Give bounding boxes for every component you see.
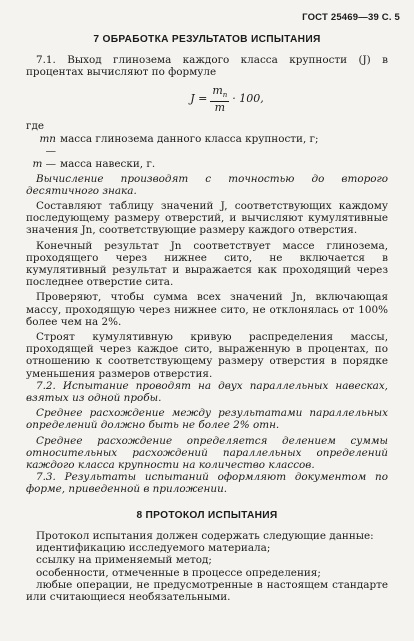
protocol-line-5: любые операции, не предусмотренные в настоящем стандарте или считающиеся необязательными. [26, 578, 388, 603]
protocol-line-1: Протокол испытания должен содержать следующие данные: [36, 529, 374, 542]
where-text-m: масса навески, г. [60, 158, 156, 171]
para-check-sum: Проверяют, чтобы сумма всех значений Jn, включающая массу, проходящую через нижнее сито, не отклонялась от 100% более чем на 2%. [26, 291, 388, 328]
section-7-title: 7 ОБРАБОТКА РЕЗУЛЬТАТОВ ИСПЫТАНИЯ [93, 34, 321, 45]
formula-rhs: · 100, [232, 92, 264, 106]
where-text-mn: масса глинозема данного класса крупности, г; [60, 133, 319, 145]
para-deviation: Среднее расхождение между результатами параллельных определений должно быть не более 2% отн. [26, 407, 388, 432]
protocol-line-3: ссылку на применяемый метод; [36, 554, 212, 567]
para-7-2: 7.2. Испытание проводят на двух параллельных навесках, взятых из одной пробы. [26, 379, 388, 405]
protocol-line-4: особенности, отмеченные в процессе определения; [36, 566, 321, 579]
page-content [26, 30, 388, 603]
para-curve: Строят кумулятивную кривую распределения массы, проходящей через каждое сито, выраженную в процентах, по отношению к соответствующему размеру отверстия в порядке уменьшения размеров отверстия. [26, 331, 388, 380]
para-7-3: 7.3. Результаты испытаний оформляют документом по форме, приведенной в приложении. [26, 471, 388, 496]
formula-denominator: m [214, 100, 226, 114]
where-definitions [26, 120, 388, 171]
para-table: Составляют таблицу значений J, соответствующих каждому последующему размеру отверстий, и вычисляют кумулятивные значения Jn, соответствующие размеру каждого отверстия. [26, 200, 388, 237]
section-8-title: 8 ПРОТОКОЛ ИСПЫТАНИЯ [136, 509, 278, 521]
page-header: ГОСТ 25469—39 С. 5 [302, 12, 400, 23]
para-deviation-def: Среднее расхождение определяется делением суммы относительных расхождений параллельных определений каждого класса крупности на количество классов. [26, 434, 388, 472]
where-symbol-mn: mn — [39, 133, 56, 158]
formula-numerator: $m_n$ [210, 85, 229, 102]
where-intro: где [26, 119, 44, 132]
protocol-line-2: идентификацию исследуемого материала; [36, 542, 271, 555]
formula-fraction [210, 85, 229, 114]
para-final-result: Конечный результат Jn соответствует массе глинозема, проходящего через нижнее сито, не включается в кумулятивный результат и выражается как проходящий через последнее отверстие сита. [26, 239, 388, 289]
para-7-1: 7.1. Выход глинозема каждого класса крупности (J) в процентах вычисляют по формуле [26, 54, 388, 79]
formula-lhs: J = [190, 92, 208, 106]
para-precision: Вычисление производят с точностью до второго десятичного знака. [26, 172, 388, 197]
yield-formula [66, 85, 388, 114]
where-symbol-m: m — [32, 158, 56, 171]
